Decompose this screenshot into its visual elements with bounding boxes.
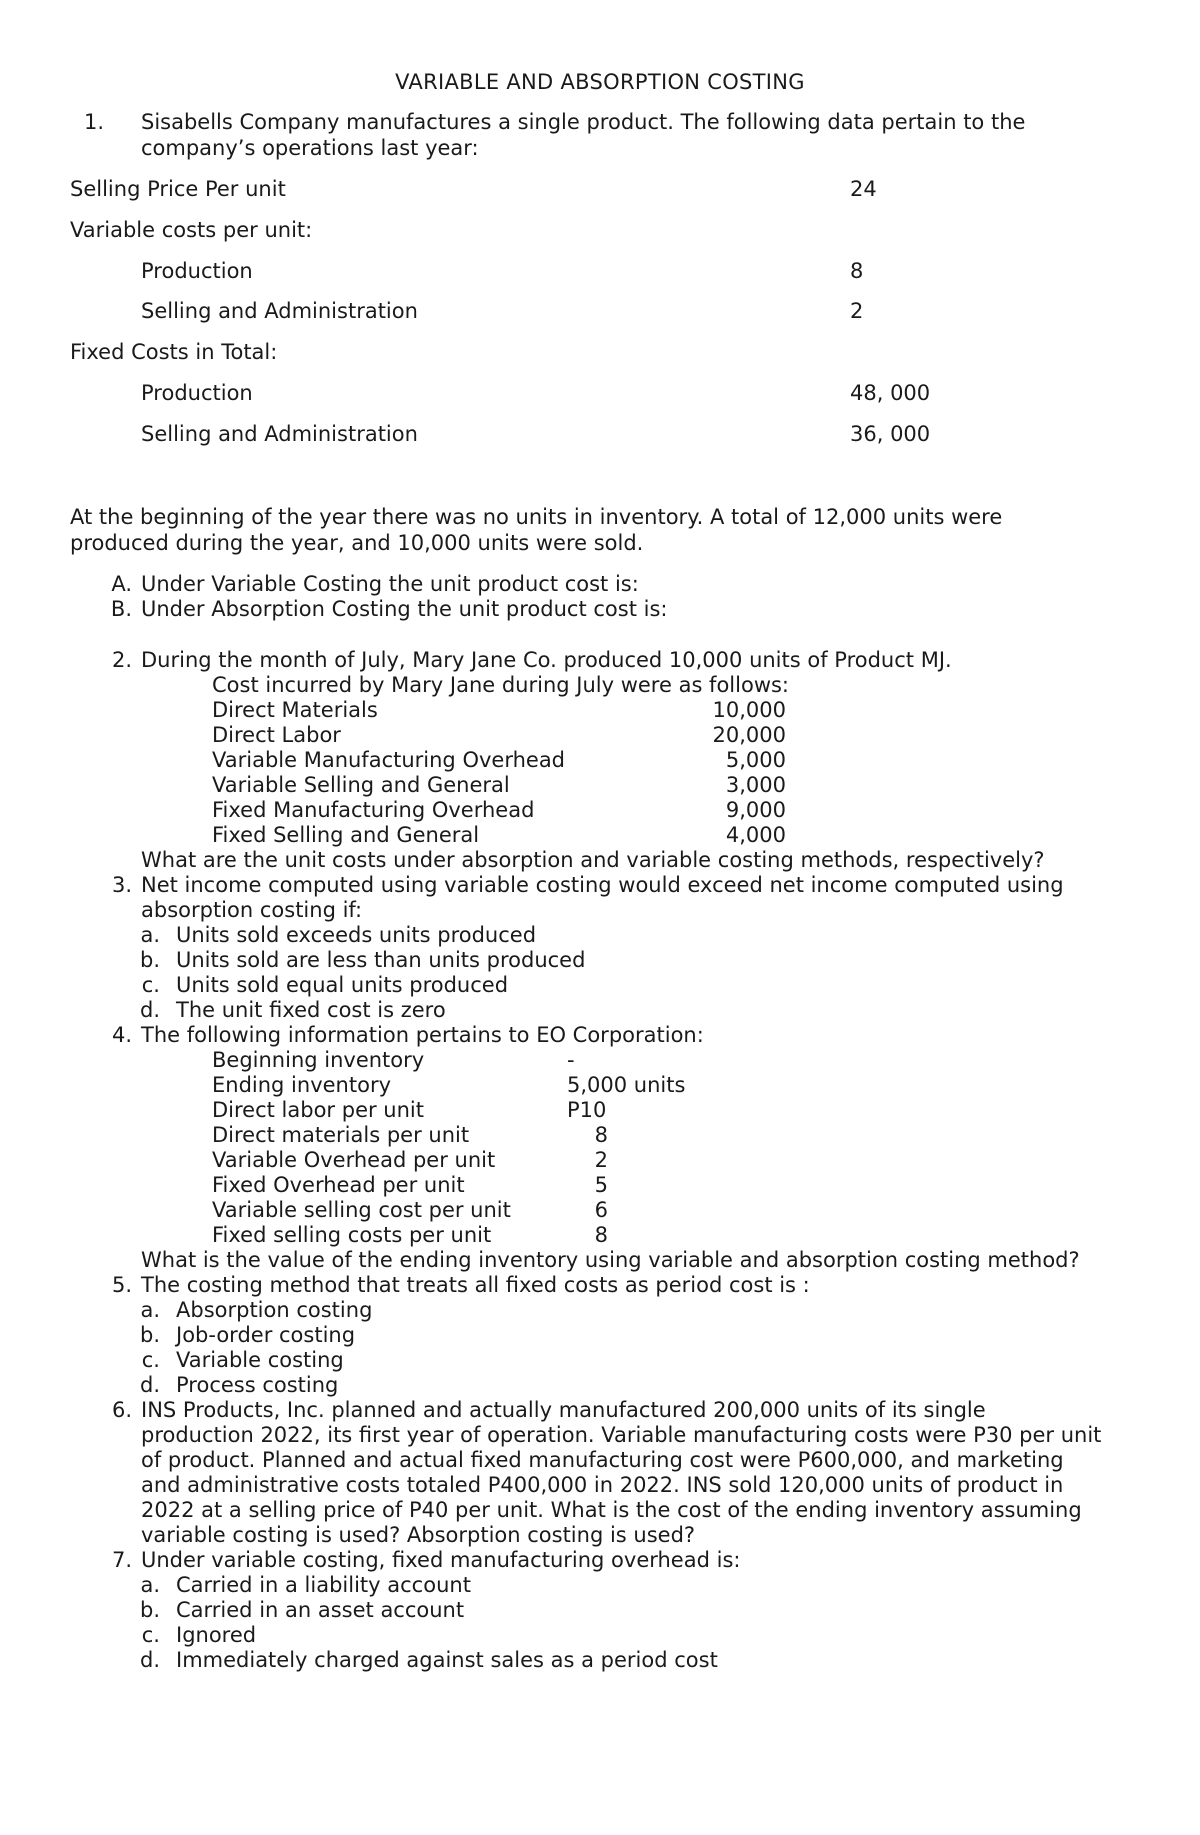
option-letter: c.: [141, 973, 160, 997]
question-text: Sisabells Company manufactures a single product. The following data pertain to the: [141, 110, 1026, 134]
table-row-label: Variable selling cost per unit: [212, 1198, 511, 1222]
option-letter: c.: [141, 1348, 160, 1372]
question-text: Under variable costing, fixed manufacturing overhead is:: [141, 1548, 741, 1572]
table-row-value: 36, 000: [850, 422, 931, 446]
question-text: The costing method that treats all fixed costs as period cost is :: [141, 1273, 810, 1297]
option-letter: a.: [140, 1573, 160, 1597]
table-row-label: Fixed Overhead per unit: [212, 1173, 465, 1197]
table-row-value: 5: [594, 1173, 608, 1197]
paragraph: produced during the year, and 10,000 units were sold.: [70, 531, 644, 555]
option-text: Units sold exceeds units produced: [176, 923, 537, 947]
table-row-label: Fixed selling costs per unit: [212, 1223, 492, 1247]
option-text: Ignored: [176, 1623, 257, 1647]
question-text: Net income computed using variable costing would exceed net income computed using: [141, 873, 1064, 897]
option-text: Units sold equal units produced: [176, 973, 509, 997]
table-row-label: Variable Overhead per unit: [212, 1148, 496, 1172]
option-letter: b.: [139, 1323, 160, 1347]
table-row-label: Production: [141, 259, 253, 283]
question-text: absorption costing if:: [141, 898, 363, 922]
question-text: What are the unit costs under absorption and variable costing methods, respectively?: [141, 848, 1045, 872]
question-text: During the month of July, Mary Jane Co. produced 10,000 units of Product MJ.: [141, 648, 952, 672]
paragraph-line: variable costing is used? Absorption costing is used?: [141, 1523, 696, 1547]
option-letter: b.: [139, 948, 160, 972]
sub-question: Under Variable Costing the unit product cost is:: [141, 572, 639, 596]
paragraph-line: production 2022, its first year of operation. Variable manufacturing costs were P30 per unit: [141, 1423, 1102, 1447]
table-row-value: 5,000 units: [567, 1073, 686, 1097]
table-row-value: 2: [850, 299, 864, 323]
question-number: 7.: [111, 1548, 132, 1572]
table-row-label: Variable costs per unit:: [70, 218, 313, 242]
sub-letter: B.: [110, 597, 132, 621]
table-row-value: 4,000: [725, 823, 786, 847]
table-row-label: Variable Selling and General: [212, 773, 510, 797]
option-text: Carried in a liability account: [176, 1573, 471, 1597]
table-row-value: P10: [567, 1098, 607, 1122]
page-title: VARIABLE AND ABSORPTION COSTING: [395, 70, 805, 94]
option-letter: d.: [139, 998, 160, 1022]
table-row-value: -: [567, 1048, 575, 1072]
option-text: The unit fixed cost is zero: [176, 998, 446, 1022]
table-row-label: Direct labor per unit: [212, 1098, 424, 1122]
question-paragraph: [141, 1398, 1133, 1548]
table-row-label: Direct materials per unit: [212, 1123, 470, 1147]
paragraph-line: of product. Planned and actual fixed manufacturing cost were P600,000, and marketing: [141, 1448, 1064, 1472]
question-number: 2.: [111, 648, 132, 672]
option-letter: d.: [139, 1373, 160, 1397]
option-letter: a.: [140, 1298, 160, 1322]
table-row-value: 3,000: [725, 773, 786, 797]
table-row-label: Selling and Administration: [141, 299, 418, 323]
table-row-value: 2: [594, 1148, 608, 1172]
paragraph-line: 2022 at a selling price of P40 per unit. What is the cost of the ending inventory assuming: [141, 1498, 1082, 1522]
question-number: 5.: [111, 1273, 132, 1297]
sub-letter: A.: [111, 572, 132, 596]
option-text: Job-order costing: [176, 1323, 356, 1347]
table-row-label: Production: [141, 381, 253, 405]
table-row-value: 10,000: [712, 698, 786, 722]
table-row-label: Selling Price Per unit: [70, 177, 286, 201]
question-number: 1.: [84, 110, 105, 134]
table-row-label: Variable Manufacturing Overhead: [212, 748, 566, 772]
question-number: 6.: [111, 1398, 132, 1422]
table-row-label: Beginning inventory: [212, 1048, 425, 1072]
option-letter: d.: [139, 1648, 160, 1672]
question-intro: Cost incurred by Mary Jane during July were as follows:: [212, 673, 790, 697]
option-text: Variable costing: [176, 1348, 344, 1372]
option-letter: c.: [141, 1623, 160, 1647]
paragraph-line: and administrative costs totaled P400,000 in 2022. INS sold 120,000 units of product in: [141, 1473, 1064, 1497]
table-row-label: Selling and Administration: [141, 422, 418, 446]
question-number: 3.: [111, 873, 132, 897]
table-row-label: Direct Labor: [212, 723, 341, 747]
option-letter: b.: [139, 1598, 160, 1622]
question-number: 4.: [111, 1023, 132, 1047]
table-row-label: Direct Materials: [212, 698, 378, 722]
question-text: company’s operations last year:: [141, 136, 479, 160]
table-row-value: 8: [594, 1123, 608, 1147]
table-row-label: Ending inventory: [212, 1073, 392, 1097]
table-row-label: Fixed Selling and General: [212, 823, 480, 847]
table-row-value: 9,000: [725, 798, 786, 822]
table-row-value: 24: [850, 177, 877, 201]
table-row-value: 20,000: [712, 723, 786, 747]
table-row-label: Fixed Manufacturing Overhead: [212, 798, 535, 822]
paragraph: At the beginning of the year there was no units in inventory. A total of 12,000 units were: [70, 505, 1003, 529]
option-text: Carried in an asset account: [176, 1598, 465, 1622]
option-text: Immediately charged against sales as a period cost: [176, 1648, 718, 1672]
table-row-label: Fixed Costs in Total:: [70, 340, 278, 364]
option-letter: a.: [140, 923, 160, 947]
question-text: What is the value of the ending inventory using variable and absorption costing method?: [141, 1248, 1080, 1272]
option-text: Absorption costing: [176, 1298, 373, 1322]
paragraph-line: INS Products, Inc. planned and actually manufactured 200,000 units of its single: [141, 1398, 986, 1422]
table-row-value: 6: [594, 1198, 608, 1222]
table-row-value: 48, 000: [850, 381, 931, 405]
table-row-value: 5,000: [725, 748, 786, 772]
option-text: Units sold are less than units produced: [176, 948, 586, 972]
question-text: The following information pertains to EO Corporation:: [141, 1023, 704, 1047]
sub-question: Under Absorption Costing the unit product cost is:: [141, 597, 668, 621]
table-row-value: 8: [594, 1223, 608, 1247]
table-row-value: 8: [850, 259, 864, 283]
option-text: Process costing: [176, 1373, 339, 1397]
